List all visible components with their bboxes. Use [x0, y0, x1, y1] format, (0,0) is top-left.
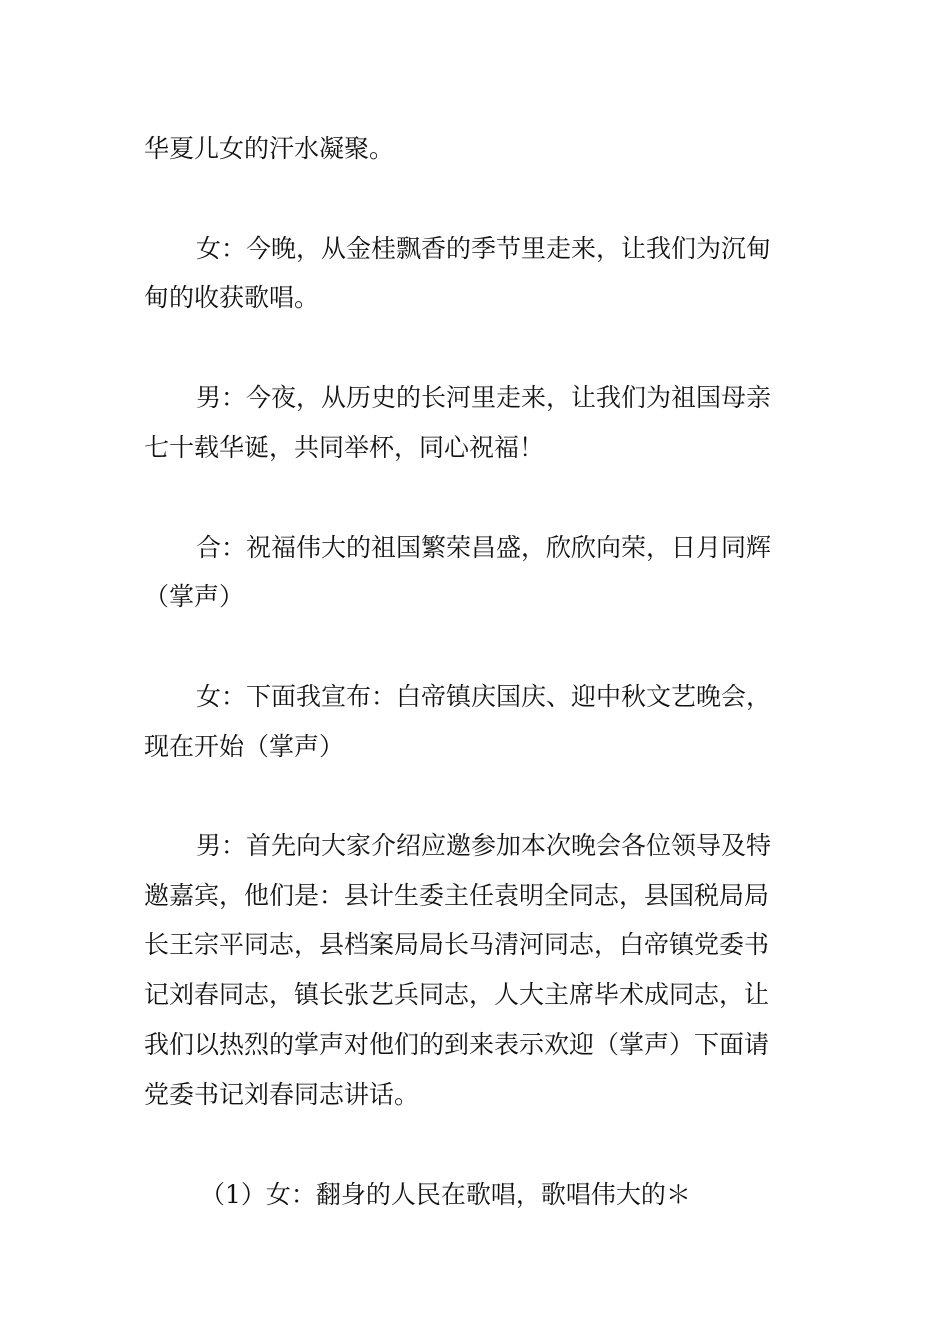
paragraph-line-4: 男：今夜，从历史的长河里走来，让我们为祖国母亲 — [196, 383, 772, 412]
paragraph-line-8: 女：下面我宣布：白帝镇庆国庆、迎中秋文艺晚会， — [196, 682, 772, 711]
paragraph-line-1: 华夏儿女的汗水凝聚。 — [144, 134, 395, 163]
paragraph-line-7: （掌声） — [144, 582, 245, 611]
paragraph-line-6: 合：祝福伟大的祖国繁荣昌盛，欣欣向荣，日月同辉 — [196, 533, 772, 562]
paragraph-line-5: 七十载华诞，共同举杯，同心祝福！ — [144, 433, 545, 462]
paragraph-line-15: 党委书记刘春同志讲话。 — [144, 1080, 420, 1109]
paragraph-line-2: 女：今晚，从金桂飘香的季节里走来，让我们为沉甸 — [196, 234, 772, 263]
paragraph-line-3: 甸的收获歌唱。 — [144, 283, 320, 312]
paragraph-line-10: 男：首先向大家介绍应邀参加本次晚会各位领导及特 — [196, 831, 772, 860]
paragraph-line-12: 长王宗平同志，县档案局局长马清河同志，白帝镇党委书 — [144, 930, 770, 959]
paragraph-line-9: 现在开始（掌声） — [144, 732, 345, 761]
paragraph-line-11: 邀嘉宾，他们是：县计生委主任袁明全同志，县国税局局 — [144, 881, 770, 910]
paragraph-line-13: 记刘春同志，镇长张艺兵同志，人大主席毕术成同志，让 — [144, 980, 770, 1009]
paragraph-line-14: 我们以热烈的掌声对他们的到来表示欢迎（掌声）下面请 — [144, 1030, 770, 1059]
paragraph-line-16: （1）女：翻身的人民在歌唱，歌唱伟大的＊ — [200, 1180, 691, 1209]
